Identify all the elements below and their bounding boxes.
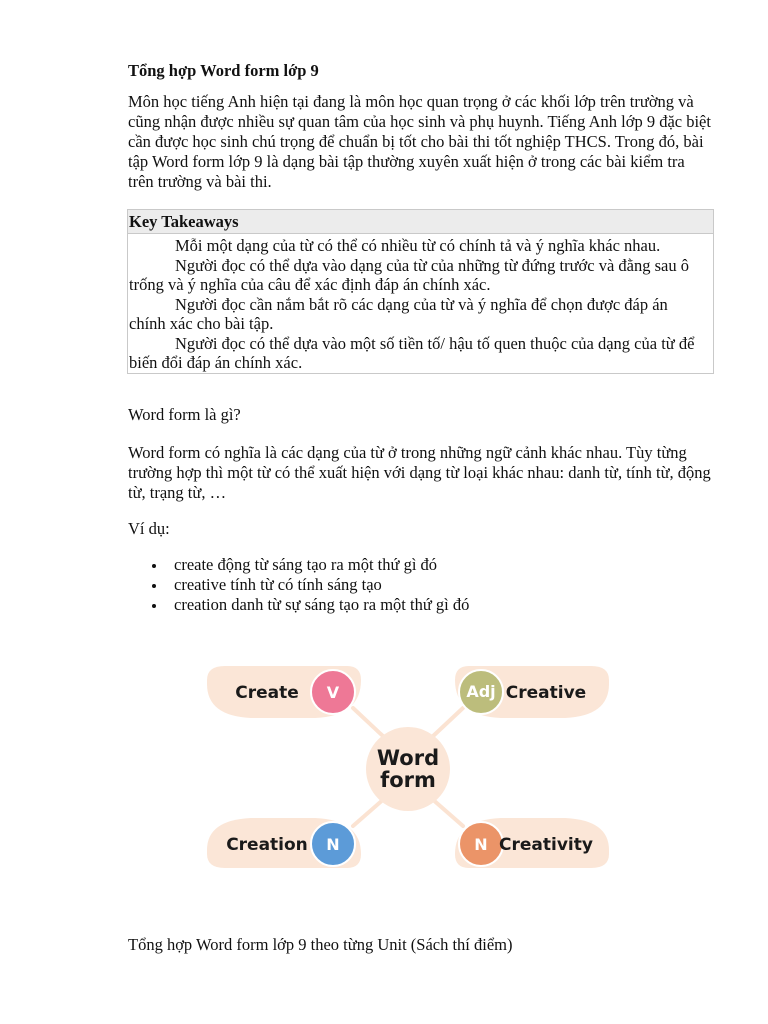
connector-line [353,798,385,826]
creativity-label: Creativity [499,835,593,855]
key-takeaways-body [128,234,713,373]
key-takeaways-box [127,209,714,374]
section-heading: Word form là gì? [128,405,241,424]
connector-line [431,798,463,826]
create-label: Create [235,683,299,703]
example-list [128,555,469,615]
word-form-diagram [205,660,611,874]
takeaway-item: Người đọc có thể dựa vào dạng của từ của những từ đứng trước và đằng sau ô trống và ý nghĩa của câu để xác định đáp án chính xác. [129,255,689,294]
example-label: Ví dụ: [128,519,170,538]
creative-label: Creative [505,683,587,703]
noun-badge-label: N [474,835,488,854]
intro-paragraph: Môn học tiếng Anh hiện tại đang là môn học quan trọng ở các khối lớp trên trường và cũng nhận được nhiều sự quan tâm của học sinh và phụ huynh. Tiếng Anh lớp 9 đặc biệt cần được học sinh chú trọng để chuẩn bị tốt cho bài thi tốt nghiệp THCS. Trong đó, bài tập Word form lớp 9 là dạng bài tập thường xuyên xuất hiện ở trong các bài kiểm tra trên trường và bài thi. [128,92,711,191]
document-title: Tổng hợp Word form lớp 9 [128,61,319,80]
definition-paragraph: Word form có nghĩa là các dạng của từ ở trong những ngữ cảnh khác nhau. Tùy từng trường hợp thì một từ có thể xuất hiện với dạng từ loại khác nhau: danh từ, tính từ, động từ, trạng từ, … [128,443,711,502]
connector-line [431,708,463,738]
connector-line [353,708,385,738]
verb-badge-label: V [326,683,340,702]
takeaway-item: Mỗi một dạng của từ có thể có nhiều từ có chính tả và ý nghĩa khác nhau. [175,236,661,255]
takeaway-item: Người đọc có thể dựa vào một số tiền tố/ hậu tố quen thuộc của dạng của từ để biến đổi đáp án chính xác. [129,333,695,372]
footer-heading: Tổng hợp Word form lớp 9 theo từng Unit (Sách thí điểm) [128,935,513,954]
creation-label: Creation [226,835,308,855]
list-item: creative tính từ có tính sáng tạo [128,575,469,595]
key-takeaways-header: Key Takeaways [128,210,713,234]
noun-badge-label: N [326,835,340,854]
adjective-badge-label: Adj [466,682,496,701]
takeaway-item: Người đọc cần nắm bắt rõ các dạng của từ và ý nghĩa để chọn được đáp án chính xác cho bài tập. [129,294,668,333]
center-label-line2: form [380,768,436,792]
center-label-line1: Word [376,746,440,770]
list-item: creation danh từ sự sáng tạo ra một thứ gì đó [128,595,469,615]
diagram-svg [205,660,611,874]
list-item: create động từ sáng tạo ra một thứ gì đó [128,555,469,575]
